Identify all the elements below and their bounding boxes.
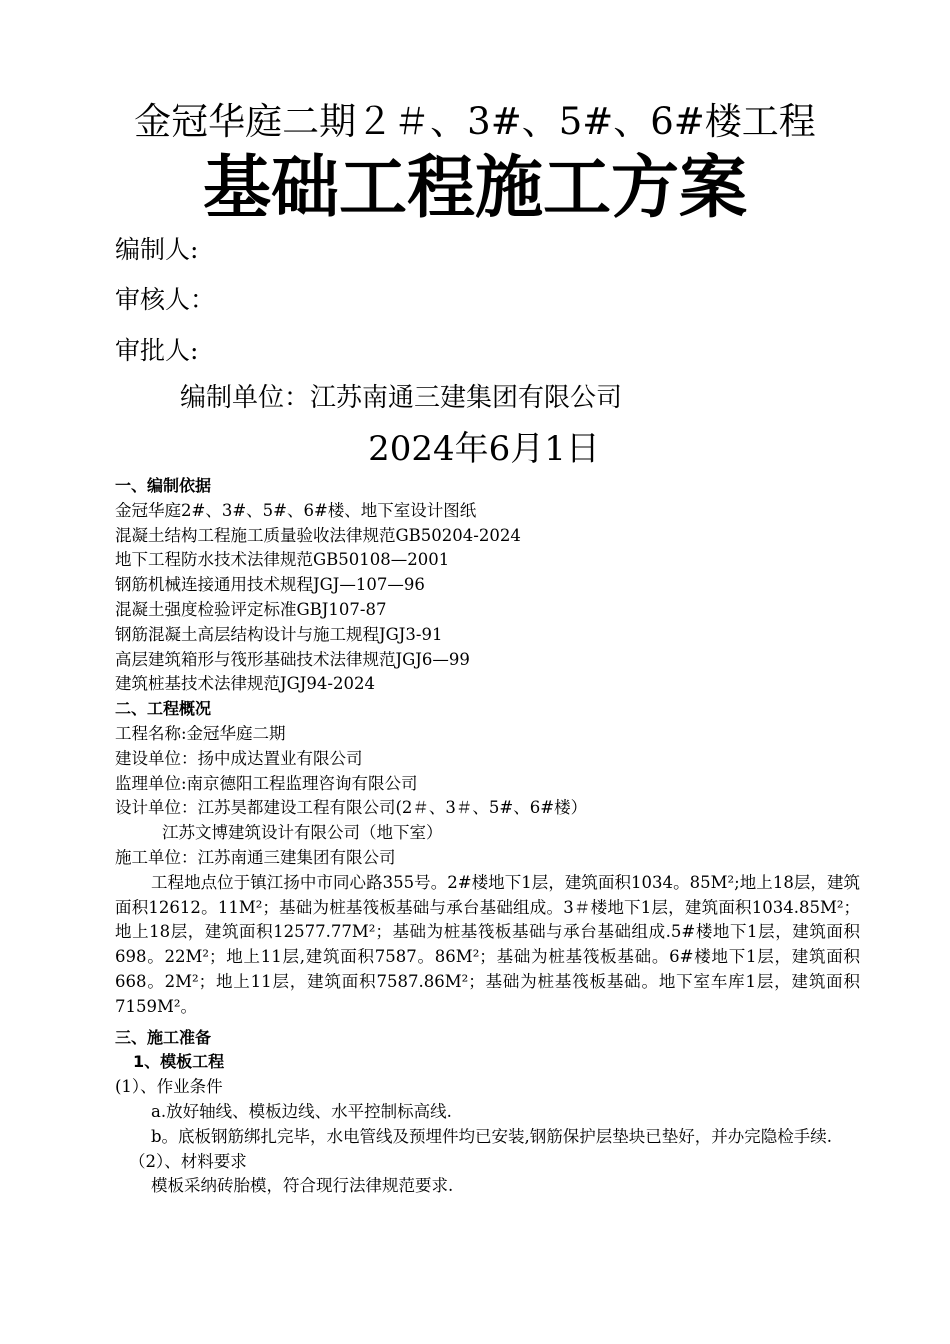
supervisor-unit: 监理单位:南京德阳工程监理咨询有限公司 (115, 773, 418, 793)
compiling-unit: 编制单位：江苏南通三建集团有限公司 (180, 383, 623, 413)
reviewer-label: 审核人： (115, 285, 216, 314)
condition-a: a.放好轴线、模板边线、水平控制标高线. (151, 1101, 452, 1121)
material-text: 模板采纳砖胎模，符合现行法律规范要求. (151, 1176, 454, 1196)
basis-item: 高层建筑箱形与筏形基础技术法律规范JGJ6—99 (115, 649, 470, 669)
condition-b: b。底板钢筋绑扎完毕，水电管线及预埋件均已安装,钢筋保护层垫块已垫好，并办完隐检手续. (151, 1126, 833, 1146)
project-title: 金冠华庭二期２＃、3#、5#、6#楼工程 (134, 100, 816, 143)
compiler-label: 编制人: (115, 235, 199, 264)
designer-unit: 设计单位：江苏昊都建设工程有限公司(2＃、3＃、5#、6#楼） (115, 798, 588, 818)
basis-item: 混凝土结构工程施工质量验收法律规范GB50204-2024 (115, 525, 521, 545)
subsection-formwork: 1、模板工程 (133, 1052, 225, 1072)
approver-label: 审批人: (115, 336, 199, 365)
basis-item: 建筑桩基技术法律规范JGJ94-2024 (115, 674, 375, 694)
document-title: 基础工程施工方案 (202, 149, 747, 228)
basis-item: 钢筋混凝土高层结构设计与施工规程JGJ3-91 (115, 624, 443, 644)
overview-paragraph: 工程地点位于镇江扬中市同心路355号。2#楼地下1层，建筑面积1034。85M²;地上18层，建筑面积12612。11M²；基础为桩基筏板基础与承台基础组成。3＃楼地下1层，建筑面积1034.85M²；地上18层，建筑面积12577.77M²；基础为桩基筏板基础与承台基础组成.5#楼地下1层，建筑面积698。22M²；地上11层,建筑面积7587。86M²；基础为桩基筏板基础。6#楼地下1层，建筑面积668。2M²；地上11层，建筑面积7587.86M²；基础为桩基筏板基础。地下室车库1层，建筑面积7159M²。 (115, 872, 860, 1016)
designer-unit-2: 江苏文博建筑设计有限公司（地下室） (162, 823, 443, 843)
basis-item: 钢筋机械连接通用技术规程JGJ—107—96 (115, 575, 425, 595)
section-heading-overview: 二、工程概况 (115, 699, 212, 719)
project-name: 工程名称:金冠华庭二期 (115, 723, 286, 743)
document-date: 2024年6月1日 (368, 429, 600, 469)
material-heading: （2）、材料要求 (129, 1151, 247, 1171)
basis-item: 混凝土强度检验评定标准GBJ107-87 (115, 599, 387, 619)
section-heading-basis: 一、编制依据 (115, 476, 212, 495)
document-body (115, 474, 860, 1199)
basis-item: 金冠华庭2#、3#、5#、6#楼、地下室设计图纸 (115, 500, 477, 520)
owner-unit: 建设单位：扬中成达置业有限公司 (115, 748, 363, 768)
work-conditions-heading: (1）、作业条件 (115, 1077, 223, 1097)
contractor-unit: 施工单位：江苏南通三建集团有限公司 (115, 847, 396, 867)
basis-item: 地下工程防水技术法律规范GB50108—2001 (115, 550, 450, 570)
section-heading-preparation: 三、施工准备 (115, 1027, 212, 1047)
